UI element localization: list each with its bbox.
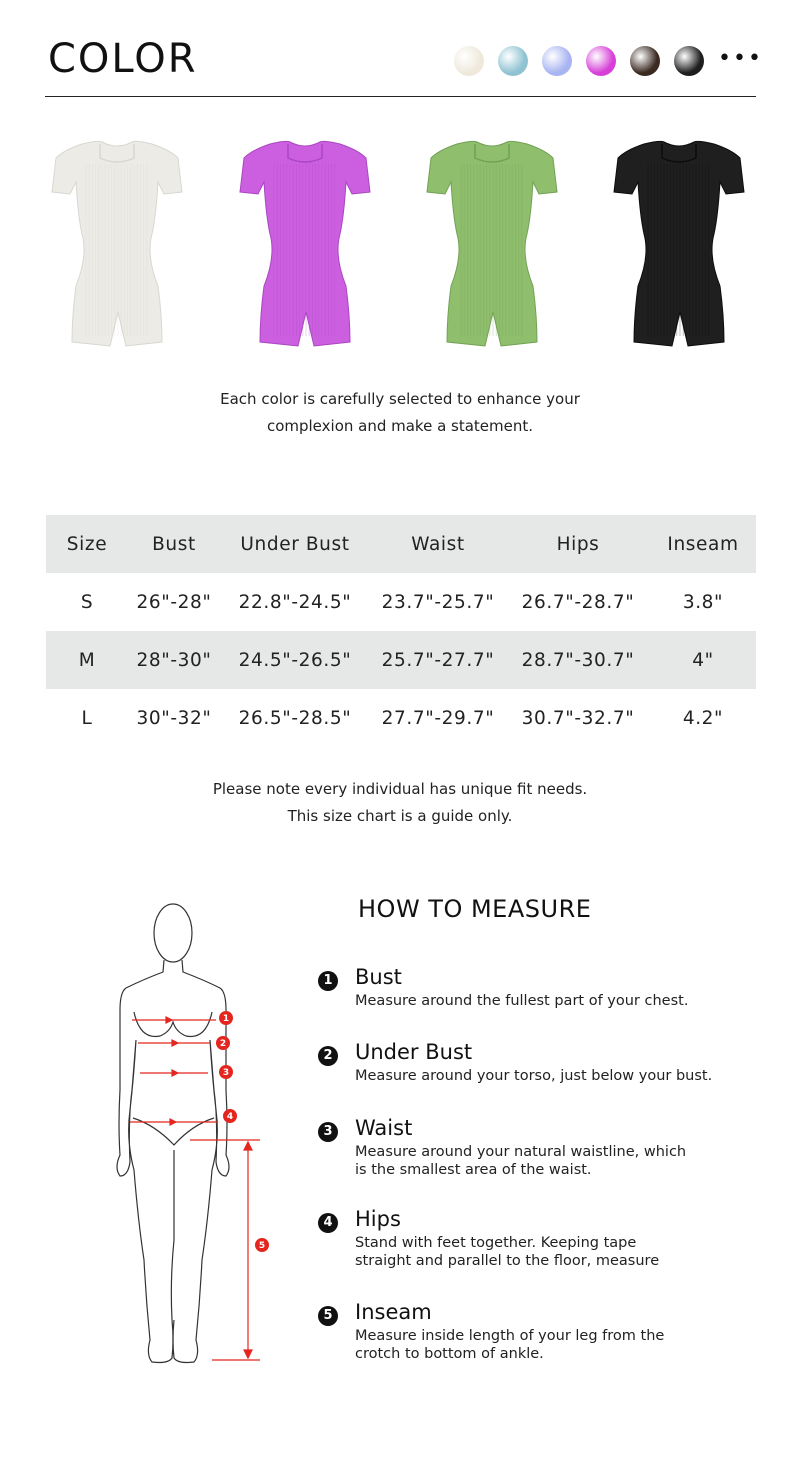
step-title: Waist bbox=[355, 1116, 413, 1140]
garment-cream bbox=[42, 136, 192, 352]
cell-size: M bbox=[78, 649, 96, 671]
header-size: Size bbox=[66, 533, 108, 555]
garment-body bbox=[240, 141, 370, 346]
marker-4-label: 4 bbox=[226, 1112, 234, 1122]
measure-title: HOW TO MEASURE bbox=[358, 895, 592, 923]
header-hips: Hips bbox=[556, 533, 600, 555]
color-swatch-black[interactable] bbox=[674, 46, 704, 76]
marker-1-label: 1 bbox=[222, 1014, 230, 1024]
marker-2-label: 2 bbox=[219, 1039, 227, 1049]
cell-bust: 26"-28" bbox=[136, 591, 212, 613]
step-description: Measure inside length of your leg from the crotch to bottom of ankle. bbox=[355, 1328, 665, 1362]
size-note bbox=[0, 776, 800, 830]
cell-under-bust: 26.5"-28.5" bbox=[238, 707, 352, 729]
cell-inseam: 3.8" bbox=[682, 591, 724, 613]
marker-5-label: 5 bbox=[258, 1241, 266, 1251]
color-caption-line1: Each color is carefully selected to enhance your bbox=[220, 390, 580, 408]
more-colors-icon[interactable]: ••• bbox=[718, 46, 763, 71]
garment-body bbox=[52, 141, 182, 346]
table-row bbox=[46, 631, 756, 689]
header-bust: Bust bbox=[152, 533, 196, 555]
body-outline bbox=[117, 904, 229, 1363]
cell-inseam: 4" bbox=[692, 649, 714, 671]
marker-3-label: 3 bbox=[222, 1068, 230, 1078]
step-description: Measure around your natural waistline, which is the smallest area of the waist. bbox=[355, 1144, 687, 1178]
size-chart-header bbox=[46, 515, 756, 573]
garment-black bbox=[604, 136, 754, 352]
size-note-line2: This size chart is a guide only. bbox=[287, 807, 513, 825]
size-chart bbox=[46, 515, 756, 747]
step-title: Bust bbox=[355, 965, 402, 989]
cell-under-bust: 22.8"-24.5" bbox=[238, 591, 352, 613]
cell-inseam: 4.2" bbox=[682, 707, 724, 729]
step-number-icon: 1 bbox=[318, 971, 338, 991]
step-title: Under Bust bbox=[355, 1040, 473, 1064]
garment-magenta bbox=[230, 136, 380, 352]
body-measure-diagram bbox=[100, 900, 280, 1370]
color-swatch-magenta[interactable] bbox=[586, 46, 616, 76]
step-title: Hips bbox=[355, 1207, 401, 1231]
cell-waist: 23.7"-25.7" bbox=[381, 591, 495, 613]
header-inseam: Inseam bbox=[667, 533, 739, 555]
table-row bbox=[46, 689, 756, 747]
cell-bust: 30"-32" bbox=[136, 707, 212, 729]
color-swatch-cream[interactable] bbox=[454, 46, 484, 76]
cell-size: L bbox=[81, 707, 93, 729]
cell-hips: 28.7"-30.7" bbox=[521, 649, 635, 671]
header-divider bbox=[45, 96, 756, 97]
step-description: Measure around your torso, just below your bust. bbox=[355, 1068, 713, 1084]
step-number-icon: 4 bbox=[318, 1213, 338, 1233]
cell-bust: 28"-30" bbox=[136, 649, 212, 671]
step-description: Stand with feet together. Keeping tape straight and parallel to the floor, measure bbox=[355, 1235, 660, 1269]
cell-size: S bbox=[80, 591, 94, 613]
cell-hips: 26.7"-28.7" bbox=[521, 591, 635, 613]
header-under-bust: Under Bust bbox=[240, 533, 350, 555]
garment-green bbox=[417, 136, 567, 352]
step-number-icon: 5 bbox=[318, 1306, 338, 1326]
step-description: Measure around the fullest part of your chest. bbox=[355, 993, 689, 1009]
header-waist: Waist bbox=[411, 533, 465, 555]
color-swatch-brown[interactable] bbox=[630, 46, 660, 76]
cell-waist: 27.7"-29.7" bbox=[381, 707, 495, 729]
measure-lines bbox=[130, 1017, 260, 1360]
garment-body bbox=[427, 141, 557, 346]
color-caption bbox=[0, 386, 800, 440]
garment-body bbox=[614, 141, 744, 346]
step-number-icon: 2 bbox=[318, 1046, 338, 1066]
cell-under-bust: 24.5"-26.5" bbox=[238, 649, 352, 671]
color-caption-line2: complexion and make a statement. bbox=[266, 417, 534, 435]
cell-waist: 25.7"-27.7" bbox=[381, 649, 495, 671]
color-swatch-light-blue[interactable] bbox=[498, 46, 528, 76]
size-note-line1: Please note every individual has unique fit needs. bbox=[212, 780, 588, 798]
section-title: COLOR bbox=[48, 36, 198, 82]
color-swatch-periwinkle[interactable] bbox=[542, 46, 572, 76]
cell-hips: 30.7"-32.7" bbox=[521, 707, 635, 729]
step-number-icon: 3 bbox=[318, 1122, 338, 1142]
step-title: Inseam bbox=[355, 1300, 432, 1324]
table-row bbox=[46, 573, 756, 631]
